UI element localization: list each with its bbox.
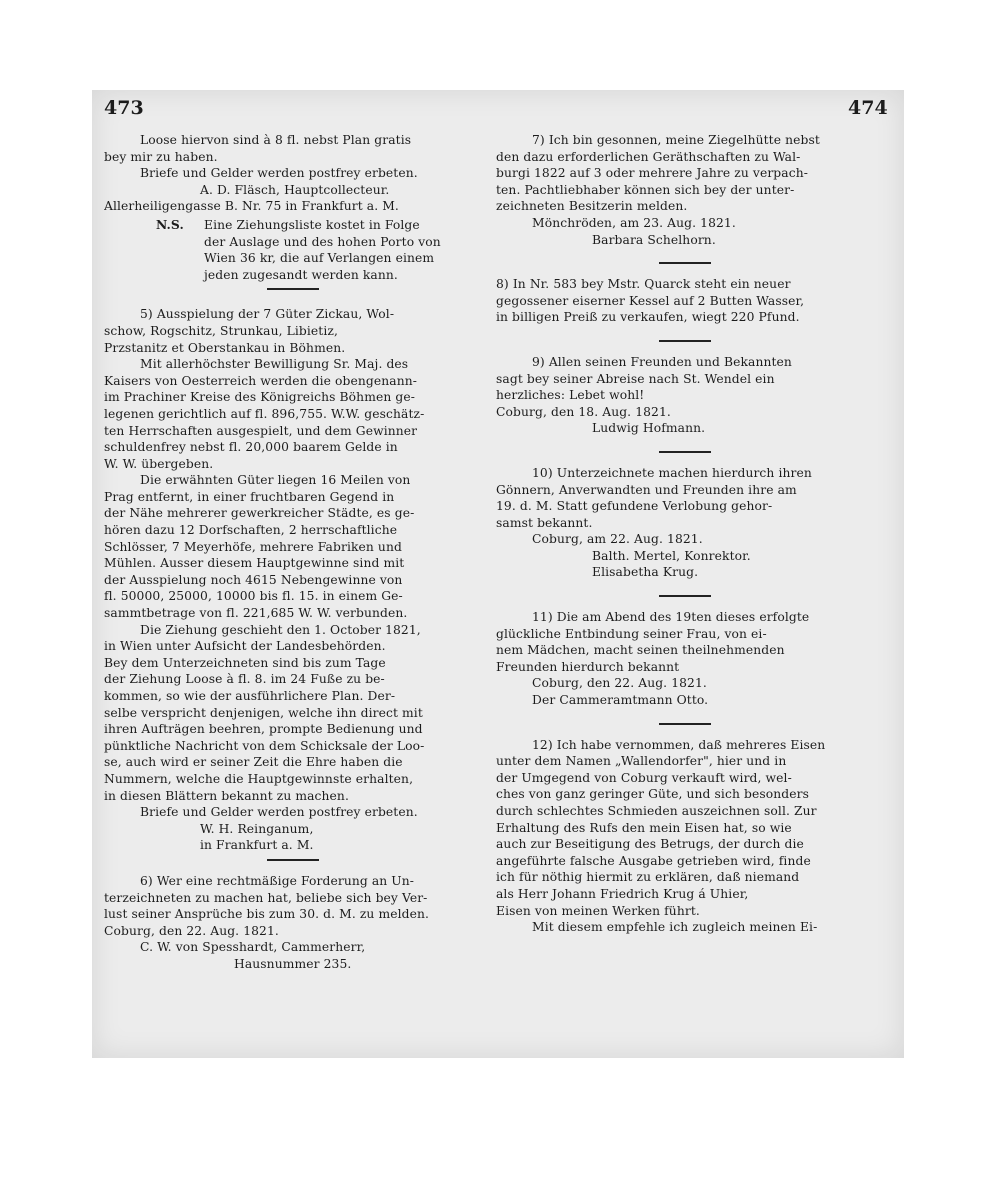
separator-rule	[496, 446, 874, 456]
text-line: jeden zugesandt werden kann.	[204, 267, 398, 282]
text-line: gegossener eiserner Kessel auf 2 Butten Wasser,	[496, 293, 805, 308]
text-line: W. W. übergeben.	[104, 456, 214, 471]
notice-10	[496, 465, 874, 581]
text-line: burgi 1822 auf 3 oder mehrere Jahre zu verpach-	[496, 166, 808, 181]
signature: C. W. von Spesshardt, Cammerherr,	[140, 940, 366, 955]
text-line: Gönnern, Anverwandten und Freunden ihre am	[496, 482, 797, 497]
text-line: der Nähe mehrerer gewerkreicher Städte, es ge-	[104, 506, 415, 521]
text-line: sagt bey seiner Abreise nach St. Wendel ein	[496, 371, 775, 386]
notice-heading: 5) Ausspielung der 7 Güter Zickau, Wol-	[140, 307, 395, 322]
text-line: Nummern, welche die Hauptgewinnste erhalten,	[104, 771, 414, 786]
text-line: Bey dem Unterzeichneten sind bis zum Tage	[104, 655, 386, 670]
text-line: Erhaltung des Rufs den mein Eisen hat, so wie	[496, 820, 792, 835]
signature-address: Hausnummer 235.	[234, 956, 352, 971]
page-number-right: 474	[848, 97, 888, 119]
notice-5	[104, 306, 482, 854]
lottery-intro	[104, 132, 482, 215]
text-line: Mit diesem empfehle ich zugleich meinen Ei-	[532, 920, 818, 935]
text-line: zeichneten Besitzerin melden.	[496, 199, 688, 214]
text-line: 19. d. M. Statt gefundene Verlobung gehor-	[496, 499, 773, 514]
notice-heading: 11) Die am Abend des 19ten dieses erfolgte	[532, 610, 810, 625]
separator-rule	[496, 718, 874, 728]
date-line: Coburg, den 22. Aug. 1821.	[532, 676, 707, 691]
text-line: im Prachiner Kreise des Königreichs Böhmen ge-	[104, 390, 415, 405]
date-line: Coburg, den 22. Aug. 1821.	[104, 923, 279, 938]
signature: Elisabetha Krug.	[592, 565, 699, 580]
notice-heading: 8) In Nr. 583 bey Mstr. Quarck steht ein neuer	[496, 277, 791, 292]
text-line: herzliches: Lebet wohl!	[496, 388, 645, 403]
text-line: in billigen Preiß zu verkaufen, wiegt 220 Pfund.	[496, 310, 800, 325]
text-line: Loose hiervon sind à 8 fl. nebst Plan gratis	[140, 133, 412, 147]
separator-rule	[496, 257, 874, 267]
signature-place: in Frankfurt a. M.	[200, 838, 314, 853]
text-line: in Wien unter Aufsicht der Landesbehörden.	[104, 639, 386, 654]
date-line: Coburg, am 22. Aug. 1821.	[532, 532, 703, 547]
notice-7	[496, 132, 874, 248]
text-line: ich für nöthig hiermit zu erklären, daß niemand	[496, 870, 800, 885]
notice-heading: 10) Unterzeichnete machen hierdurch ihren	[532, 465, 812, 480]
text-line: glückliche Entbindung seiner Frau, von ei-	[496, 626, 767, 641]
text-line: der Auslage und des hohen Porto von	[204, 234, 441, 249]
date-line: Mönchröden, am 23. Aug. 1821.	[532, 215, 736, 230]
text-line: in diesen Blättern bekannt zu machen.	[104, 788, 349, 803]
date-line: Coburg, den 18. Aug. 1821.	[496, 404, 671, 419]
notice-8	[496, 276, 874, 326]
text-line: A. D. Fläsch, Hauptcollecteur.	[200, 182, 390, 197]
text-line: Die erwähnten Güter liegen 16 Meilen von	[140, 473, 411, 488]
text-line: se, auch wird er seiner Zeit die Ehre haben die	[104, 755, 403, 770]
text-line: Schlösser, 7 Meyerhöfe, mehrere Fabriken und	[104, 539, 402, 554]
text-line: Mit allerhöchster Bewilligung Sr. Maj. des	[140, 357, 409, 372]
text-line: Allerheiligengasse B. Nr. 75 in Frankfurt a. M.	[104, 199, 399, 214]
text-line: schow, Rogschitz, Strunkau, Libietiz,	[104, 323, 338, 338]
text-line: ten. Pachtliebhaber können sich bey der unter-	[496, 182, 795, 197]
text-line: Briefe und Gelder werden postfrey erbeten.	[140, 166, 418, 181]
text-line: als Herr Johann Friedrich Krug á Uhier,	[496, 886, 749, 901]
text-line: terzeichneten zu machen hat, beliebe sich bey Ver-	[104, 890, 428, 905]
notice-11	[496, 609, 874, 709]
text-line: ihren Aufträgen beehren, prompte Bedienung und	[104, 722, 423, 737]
text-line: Mühlen. Ausser diesem Hauptgewinne sind mit	[104, 556, 405, 571]
text-line: schuldenfrey nebst fl. 20,000 baarem Gelde in	[104, 440, 398, 455]
page-number-left: 473	[104, 97, 144, 119]
text-line: Przstanitz et Oberstankau in Böhmen.	[104, 340, 346, 355]
text-line: samst bekannt.	[496, 515, 593, 530]
text-line: pünktliche Nachricht von dem Schicksale der Loo-	[104, 738, 425, 753]
separator-rule	[104, 283, 482, 293]
text-line: selbe verspricht denjenigen, welche ihn direct mit	[104, 705, 423, 720]
text-line: Eisen von meinen Werken führt.	[496, 903, 700, 918]
text-line: sammtbetrage von fl. 221,685 W. W. verbunden.	[104, 606, 408, 621]
text-line: der Ziehung Loose à fl. 8. im 24 Fuße zu be-	[104, 672, 385, 687]
text-line: ten Herrschaften ausgespielt, und dem Gewinner	[104, 423, 418, 438]
notice-heading: 7) Ich bin gesonnen, meine Ziegelhütte nebst	[532, 133, 820, 147]
text-line: kommen, so wie der ausführlichere Plan. Der-	[104, 689, 396, 703]
notice-9	[496, 354, 874, 437]
notice-6	[104, 873, 482, 973]
notice-12	[496, 737, 874, 936]
separator-rule	[496, 335, 874, 345]
text-line: fl. 50000, 25000, 10000 bis fl. 15. in einem Ge-	[104, 589, 403, 604]
nb-label: N.S.	[156, 216, 184, 232]
text-line: lust seiner Ansprüche bis zum 30. d. M. zu melden.	[104, 907, 430, 922]
left-column	[104, 132, 482, 973]
text-line: den dazu erforderlichen Geräthschaften zu Wal-	[496, 149, 801, 164]
notice-heading: 6) Wer eine rechtmäßige Forderung an Un-	[140, 873, 415, 888]
text-line: hören dazu 12 Dorfschaften, 2 herrschaftliche	[104, 523, 398, 538]
text-line: der Ausspielung noch 4615 Nebengewinne von	[104, 572, 403, 587]
text-line: auch zur Beseitigung des Betrugs, der durch die	[496, 837, 804, 852]
text-line: Freunden hierdurch bekannt	[496, 659, 680, 674]
text-line: Wien 36 kr, die auf Verlangen einem	[204, 251, 435, 266]
text-line: nem Mädchen, macht seinen theilnehmenden	[496, 643, 785, 658]
text-line: bey mir zu haben.	[104, 149, 218, 164]
separator-rule	[104, 854, 482, 864]
text-line: der Umgegend von Coburg verkauft wird, wel-	[496, 770, 792, 785]
right-column	[496, 132, 874, 936]
text-line: unter dem Namen „Wallendorfer", hier und in	[496, 754, 787, 769]
text-line: ches von ganz geringer Güte, und sich besonders	[496, 787, 809, 802]
text-line: Die Ziehung geschieht den 1. October 1821,	[140, 622, 421, 637]
nota-bene	[104, 217, 482, 283]
text-line: durch schlechtes Schmieden auszeichnen soll. Zur	[496, 804, 817, 818]
notice-heading: 9) Allen seinen Freunden und Bekannten	[532, 354, 792, 369]
text-line: Kaisers von Oesterreich werden die obengenann-	[104, 373, 418, 388]
signature: Barbara Schelhorn.	[592, 232, 716, 247]
signature: W. H. Reinganum,	[200, 821, 314, 836]
text-line: Eine Ziehungsliste kostet in Folge	[204, 217, 420, 232]
signature: Ludwig Hofmann.	[592, 421, 706, 436]
signature: Balth. Mertel, Konrektor.	[592, 548, 751, 563]
text-line: legenen gerichtlich auf fl. 896,755. W.W. geschätz-	[104, 406, 425, 421]
signature: Der Cammeramtmann Otto.	[532, 693, 709, 708]
text-line: Prag entfernt, in einer fruchtbaren Gegend in	[104, 489, 395, 504]
separator-rule	[496, 590, 874, 600]
notice-heading: 12) Ich habe vernommen, daß mehreres Eisen	[532, 737, 826, 752]
text-line: angeführte falsche Ausgabe getrieben wird, finde	[496, 853, 811, 868]
text-line: Briefe und Gelder werden postfrey erbeten.	[140, 805, 418, 820]
